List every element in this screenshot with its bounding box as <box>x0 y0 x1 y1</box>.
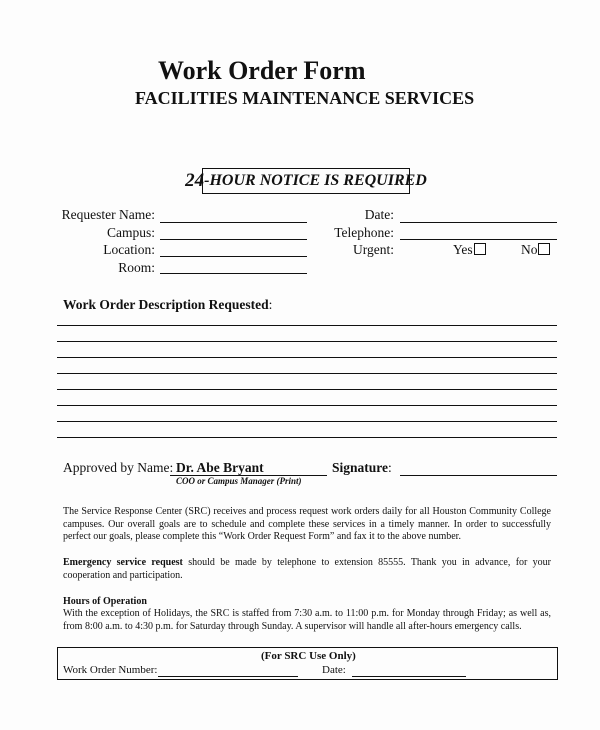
description-line-8[interactable] <box>57 437 557 438</box>
signature-field[interactable] <box>400 475 557 476</box>
emergency-rest-text: should be made by telephone to extension 85555. Thank you in advance, for your cooperation and participation. <box>63 557 552 581</box>
date-field[interactable] <box>400 222 557 223</box>
urgent-yes-label: Yes <box>453 242 473 257</box>
approver-title-caption: COO or Campus Manager (Print) <box>176 476 302 486</box>
approved-by-label: Approved by Name: <box>63 460 174 475</box>
description-heading-colon: : <box>268 297 273 312</box>
page-title: Work Order Form <box>158 56 366 85</box>
urgent-no-label: No <box>521 242 538 257</box>
approver-name: Dr. Abe Bryant <box>176 460 264 475</box>
emergency-paragraph <box>63 557 551 582</box>
urgent-label: Urgent: <box>353 242 394 257</box>
signature-label-colon: : <box>388 460 392 475</box>
src-date-label: Date: <box>322 664 346 676</box>
work-order-number-field[interactable] <box>158 676 298 677</box>
urgent-no-checkbox[interactable] <box>538 243 550 255</box>
signature-label-text: Signature <box>332 460 389 475</box>
emergency-bold-text: Emergency service request <box>63 557 183 568</box>
room-field[interactable] <box>160 273 307 274</box>
description-line-7[interactable] <box>57 421 557 422</box>
telephone-field[interactable] <box>400 239 557 240</box>
room-label: Room: <box>118 260 155 275</box>
hours-heading: Hours of Operation <box>63 596 147 607</box>
description-heading-text: Work Order Description Requested <box>63 297 269 312</box>
hours-paragraph: With the exception of Holidays, the SRC is staffed from 7:30 a.m. to 11:00 p.m. for Monday through Friday; as well as, from 8:00 a.m. to 4:30 p.m. for Saturday through Sunday. A supervisor will handle all after-hours emergency calls. <box>63 608 551 632</box>
notice-text: -HOUR NOTICE IS REQUIRED <box>204 172 427 189</box>
description-line-2[interactable] <box>57 341 557 342</box>
signature-label <box>332 460 392 476</box>
description-line-4[interactable] <box>57 373 557 374</box>
description-heading <box>63 297 272 313</box>
urgent-yes-checkbox[interactable] <box>474 243 486 255</box>
location-label: Location: <box>103 242 155 257</box>
date-label: Date: <box>364 207 394 222</box>
campus-label: Campus: <box>106 225 155 240</box>
page-subtitle: FACILITIES MAINTENANCE SERVICES <box>135 88 475 108</box>
telephone-label: Telephone: <box>334 225 394 240</box>
src-date-field[interactable] <box>352 676 466 677</box>
intro-paragraph: The Service Response Center (SRC) receives and process request work orders daily for all Houston Community College campuses. Our overall goals are to schedule and complete these services in a timely manner. In order to successfully perfect our goals, please complete this “Work Order Request Form” and fax it to the above number. <box>63 506 551 542</box>
requester-name-label: Requester Name: <box>61 207 155 222</box>
work-order-number-label: Work Order Number: <box>63 664 158 676</box>
description-line-1[interactable] <box>57 325 557 326</box>
notice-number: 24 <box>185 170 205 191</box>
description-line-5[interactable] <box>57 389 557 390</box>
description-line-3[interactable] <box>57 357 557 358</box>
src-use-heading: (For SRC Use Only) <box>261 650 356 662</box>
description-line-6[interactable] <box>57 405 557 406</box>
notice-box <box>185 168 427 194</box>
